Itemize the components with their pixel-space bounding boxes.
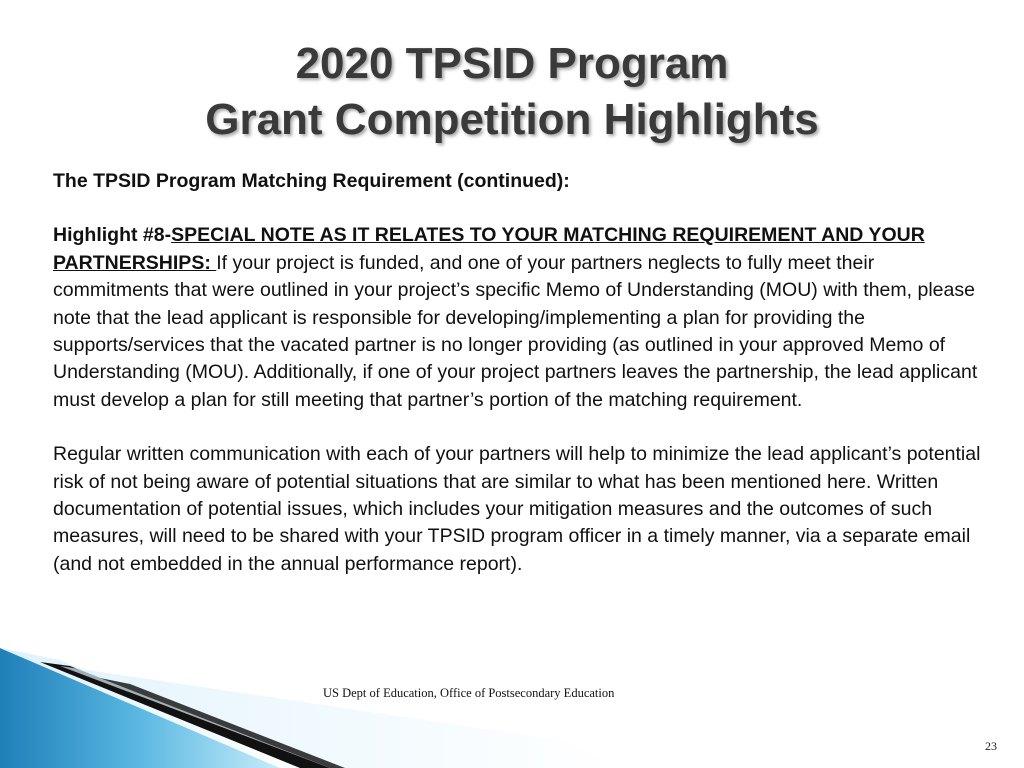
highlight-label: Highlight #8- [53,224,172,247]
highlight-body: If your project is funded, and one of your partners neglects to fully meet their commitments that were outlined in your project’s specific Memo of Understanding (MOU) with them, please note that the lead applicant is responsible for developing/implementing a plan for providing the supports/services that the vacated partner is no longer providing (as outlined in your approved Memo of Understanding (MOU). Additionally, if one of your project partners leaves the partnership, the lead applicant must develop a plan for still meeting that partner’s portion of the matching requirement. [53,251,978,411]
slide-body [53,168,983,578]
highlight-special-note: SPECIAL NOTE AS IT RELATES TO YOUR MATCHING REQUIREMENT AND YOUR PARTNERSHIPS: [53,224,925,274]
highlight-paragraph [53,222,983,414]
title-line-2: Grant Competition Highlights [205,95,819,144]
title-line-1: 2020 TPSID Program [295,39,729,88]
slide-title [0,36,1024,148]
subheading: The TPSID Program Matching Requirement (continued): [53,170,570,192]
decorative-wave-graphic [0,600,640,768]
footer-text: US Dept of Education, Office of Postsecondary Education [323,686,615,700]
page-number: 23 [985,739,997,753]
communication-paragraph: Regular written communication with each of your partners will help to minimize the lead applicant’s potential risk of not being aware of potential situations that are similar to what has been mentioned here. Written documentation of potential issues, which includes your mitigation measures and the outcomes of such measures, will need to be shared with your TPSID program officer in a timely manner, via a separate email (and not embedded in the annual performance report). [53,443,981,575]
